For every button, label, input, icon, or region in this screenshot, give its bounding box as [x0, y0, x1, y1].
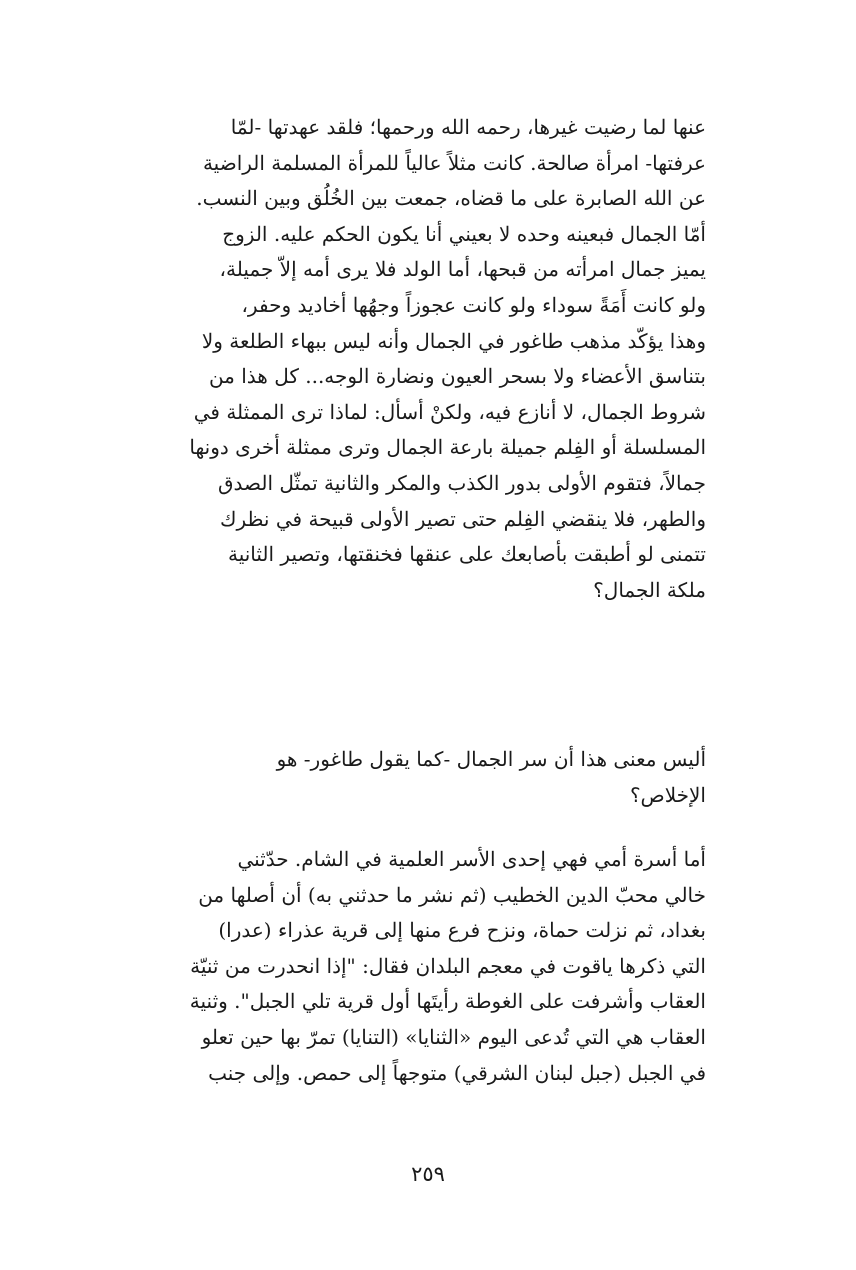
- text-line: بتناسق الأعضاء ولا بسحر العيون ونضارة الوجه... كل هذا من: [208, 364, 706, 389]
- text-line: المسلسلة أو الفِلم جميلة بارعة الجمال وترى ممثلة أخرى دونها: [189, 435, 706, 460]
- page-number: ٢٥٩: [411, 1162, 445, 1186]
- paragraph-1: [117, 110, 706, 608]
- text-line: عرفتها- امرأة صالحة. كانت مثلاً عالياً للمرأة المسلمة الراضية: [202, 150, 706, 175]
- paragraph-3: [117, 842, 706, 1091]
- text-line: يميز جمال امرأته من قبحها، أما الولد فلا يرى أمه إلاّ جميلة،: [219, 257, 706, 282]
- text-line: عنها لما رضيت غيرها، رحمه الله ورحمها؛ فلقد عهدتها -لمّا: [230, 115, 706, 139]
- text-line: بغداد، ثم نزلت حماة، ونزح فرع منها إلى قرية عذراء (عدرا): [218, 918, 706, 943]
- text-line: أليس معنى هذا أن سر الجمال -كما يقول طاغور- هو: [276, 747, 706, 771]
- text-line: جمالاً، فتقوم الأولى بدور الكذب والمكر والثانية تمثّل الصدق: [218, 470, 706, 495]
- text-line: والطهر، فلا ينقضي الفِلم حتى تصير الأولى قبيحة في نظرك: [220, 506, 706, 531]
- text-line: أمّا الجمال فبعينه وحده لا بعيني أنا يكون الحكم عليه. الزوج: [222, 221, 706, 246]
- text-line: في الجبل (جبل لبنان الشرقي) متوجهاً إلى حمص. وإلى جنب: [208, 1060, 706, 1085]
- text-line: ملكة الجمال؟: [593, 577, 706, 602]
- text-line: ولو كانت أَمَةً سوداء ولو كانت عجوزاً وجهُها أخاديد وحفر،: [241, 292, 706, 317]
- text-line: التي ذكرها ياقوت في معجم البلدان فقال: "إذا انحدرت من ثنيّة: [190, 953, 706, 978]
- text-line: وهذا يؤكّد مذهب طاغور في الجمال وأنه ليس ببهاء الطلعة ولا: [201, 328, 706, 353]
- text-line: عن الله الصابرة على ما قضاه، جمعت بين الخُلُق وبين النسب.: [196, 186, 706, 211]
- text-line: الإخلاص؟: [629, 782, 706, 807]
- text-line: العقاب هي التي تُدعى اليوم «الثنايا» (التنايا) تمرّ بها حين تعلو: [201, 1024, 706, 1049]
- text-line: تتمنى لو أطبقت بأصابعك على عنقها فخنقتها، وتصير الثانية: [227, 542, 706, 567]
- text-line: خالي محبّ الدين الخطيب (ثم نشر ما حدثني به) أن أصلها من: [198, 882, 706, 907]
- paragraph-2: [117, 742, 706, 813]
- text-line: شروط الجمال، لا أنازع فيه، ولكنْ أسأل: لماذا ترى الممثلة في: [193, 399, 706, 424]
- text-line: العقاب وأشرفت على الغوطة رأيتَها أول قرية تلي الجبل". وثنية: [189, 989, 706, 1014]
- text-line: أما أسرة أمي فهي إحدى الأسر العلمية في الشام. حدّثني: [237, 847, 706, 871]
